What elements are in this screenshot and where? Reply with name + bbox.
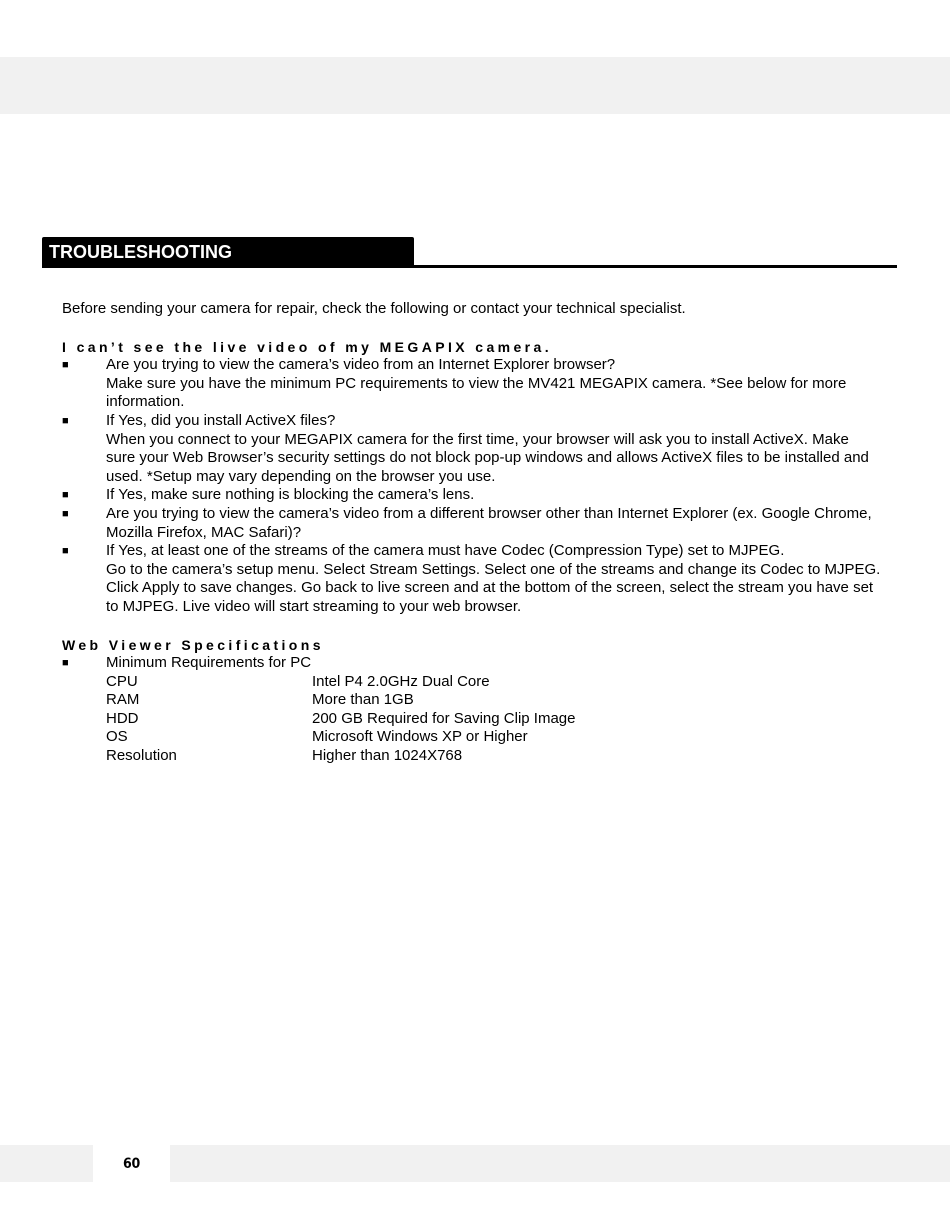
header-band	[0, 57, 950, 114]
list-item-question: Are you trying to view the camera’s video from an Internet Explorer browser?	[106, 356, 616, 374]
bullet-icon: ■	[62, 414, 69, 427]
list-item-question: Are you trying to view the camera’s video from a different browser other than Internet Explorer (ex. Google Chrome, Mozilla Firefox, MAC Safari)?	[106, 504, 872, 541]
spec-value: More than 1GB	[312, 691, 414, 709]
spec-label: RAM	[106, 691, 140, 709]
list-item-answer: Go to the camera’s setup menu. Select Stream Settings. Select one of the streams and change its Codec to MJPEG. Click Apply to save changes. Go back to live screen and at the bottom of the screen, select the stream you have set to MJPEG. Live video will start streaming to your web browser.	[106, 560, 881, 615]
list-item	[62, 542, 882, 616]
specs-item-label: Minimum Requirements for PC	[106, 654, 312, 672]
live-video-heading: I can’t see the live video of my MEGAPIX camera.	[62, 338, 552, 355]
list-item	[62, 412, 882, 486]
spec-label: OS	[106, 728, 128, 746]
live-video-list	[62, 356, 882, 616]
specs-list	[62, 654, 882, 673]
bullet-icon: ■	[62, 507, 69, 520]
bullet-icon: ■	[62, 545, 69, 558]
table-row	[106, 691, 575, 710]
list-item-answer: Make sure you have the minimum PC requirements to view the MV421 MEGAPIX camera. *See below for more information.	[106, 374, 847, 411]
list-item	[62, 356, 882, 412]
list-item	[62, 654, 882, 673]
bullet-icon: ■	[62, 359, 69, 372]
intro-text: Before sending your camera for repair, check the following or contact your technical specialist.	[62, 300, 686, 317]
list-item	[62, 486, 882, 505]
section-title: TROUBLESHOOTING	[42, 237, 414, 268]
spec-value: Intel P4 2.0GHz Dual Core	[312, 672, 490, 690]
spec-value: Higher than 1024X768	[312, 747, 463, 765]
spec-label: HDD	[106, 709, 139, 727]
spec-label: CPU	[106, 672, 138, 690]
specs-table	[106, 673, 575, 766]
list-item-answer: When you connect to your MEGAPIX camera for the first time, your browser will ask you to install ActiveX. Make sure your Web Browser’s security settings do not block pop-up windows and allows ActiveX files to be installed and used. *Setup may vary depending on the browser you use.	[106, 430, 869, 485]
section-divider	[42, 265, 897, 268]
bullet-icon: ■	[62, 489, 69, 502]
list-item-question: If Yes, did you install ActiveX files?	[106, 411, 336, 429]
spec-value: 200 GB Required for Saving Clip Image	[312, 709, 576, 727]
spec-label: Resolution	[106, 747, 177, 765]
specs-heading: Web Viewer Specifications	[62, 636, 324, 653]
list-item-question: If Yes, make sure nothing is blocking the camera’s lens.	[106, 486, 475, 504]
table-row	[106, 673, 575, 692]
table-row	[106, 710, 575, 729]
list-item-question: If Yes, at least one of the streams of the camera must have Codec (Compression Type) set to MJPEG.	[106, 542, 785, 560]
list-item	[62, 505, 882, 542]
page-content	[62, 300, 882, 766]
spec-value: Microsoft Windows XP or Higher	[312, 728, 528, 746]
table-row	[106, 747, 575, 766]
page-number: 60	[93, 1145, 170, 1182]
table-row	[106, 728, 575, 747]
bullet-icon: ■	[62, 657, 69, 670]
